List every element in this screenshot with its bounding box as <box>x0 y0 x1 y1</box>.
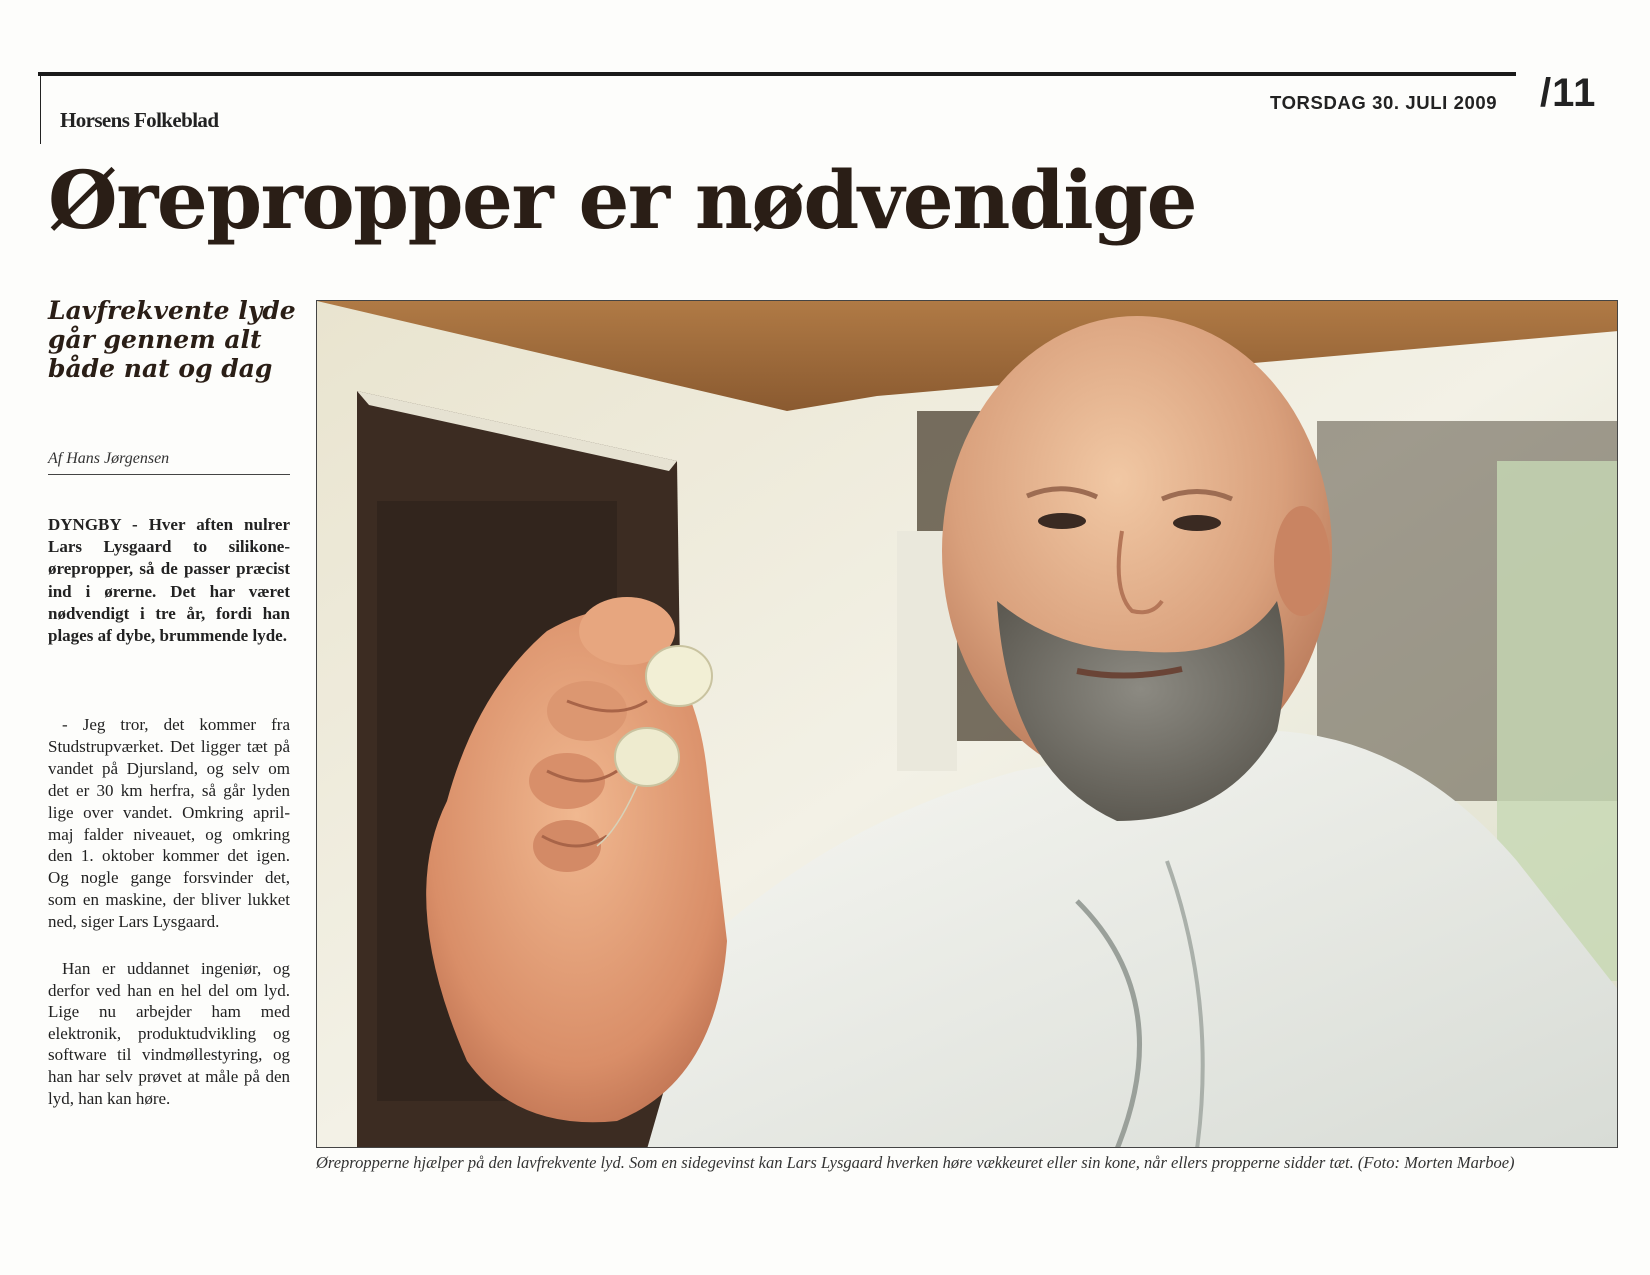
top-rule <box>38 72 1516 76</box>
photo-illustration <box>317 301 1618 1148</box>
lead-paragraph: DYNGBY - Hver aften nulrer Lars Lysgaard to silikone-ørepropper, så de passer præcist ind i ørerne. Det har været nødvendigt i tre år, fordi han plages af dybe, brummende lyde. <box>48 515 290 646</box>
deck: Lavfrekvente lyde går gennem alt både nat og dag <box>48 296 296 383</box>
paper-name: Horsens Folkeblad <box>60 108 219 132</box>
left-rule <box>40 76 41 144</box>
body-paragraph-2: Han er uddannet ingeniør, og derfor ved han en hel del om lyd. Lige nu arbejder ham med elektronik, produktudvikling og software til vindmøllestyring, og han har selv prøvet at måle på den lyd, han kan høre. <box>48 959 290 1108</box>
page-number: /11 <box>1540 71 1597 115</box>
byline: Af Hans Jørgensen <box>48 450 290 475</box>
photo-caption: Ørepropperne hjælper på den lavfrekvente lyd. Som en sidegevinst kan Lars Lysgaard hverken høre vækkeuret eller sin kone, når ellers propperne sidder tæt. (Foto: Morten Marboe) <box>316 1153 1515 1172</box>
headline: Ørepropper er nødvendige <box>48 153 1197 247</box>
article-photo <box>316 300 1618 1148</box>
dateline: TORSDAG 30. JULI 2009 <box>1270 92 1498 113</box>
body-paragraph-1: - Jeg tror, det kommer fra Studstrupværket. Det ligger tæt på vandet på Djursland, og selv om det er 30 km herfra, så går lyden lige over vandet. Omkring april-maj falder niveauet, og omkring den 1. oktober kommer det igen. Og nogle gange forsvinder det, som en maskine, der bliver lukket ned, siger Lars Lysgaard. <box>48 715 290 932</box>
